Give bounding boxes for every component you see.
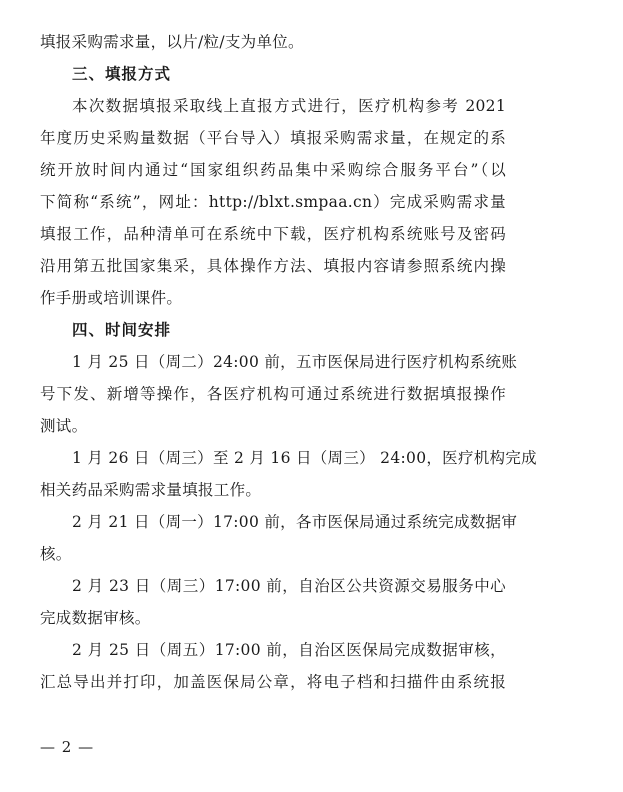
paragraph-line: 本次数据填报采取线上直报方式进行，医疗机构参考 2021 bbox=[72, 97, 506, 115]
paragraph-line: 2 月 23 日（周三）17:00 前，自治区公共资源交易服务中心 bbox=[72, 577, 506, 595]
paragraph-line: 填报采购需求量，以片/粒/支为单位。 bbox=[40, 33, 304, 51]
paragraph-line: 统开放时间内通过“国家组织药品集中采购综合服务平台”（以 bbox=[40, 161, 506, 179]
paragraph-line: 号下发、新增等操作，各医疗机构可通过系统进行数据填报操作 bbox=[40, 385, 506, 403]
paragraph-line: 1 月 25 日（周二）24:00 前，五市医保局进行医疗机构系统账 bbox=[72, 353, 518, 371]
paragraph-line: 完成数据审核。 bbox=[40, 609, 151, 627]
paragraph-line: 年度历史采购量数据（平台导入）填报采购需求量，在规定的系 bbox=[40, 129, 506, 147]
paragraph-line: 测试。 bbox=[40, 417, 88, 435]
paragraph-line: 作手册或培训课件。 bbox=[40, 289, 183, 307]
paragraph-line: 填报工作，品种清单可在系统中下载，医疗机构系统账号及密码 bbox=[40, 225, 506, 243]
paragraph-line: 下简称“系统”，网址：http://blxt.smpaa.cn）完成采购需求量 bbox=[40, 193, 506, 211]
paragraph-line: 2 月 21 日（周一）17:00 前，各市医保局通过系统完成数据审 bbox=[72, 513, 518, 531]
paragraph-line: 核。 bbox=[40, 545, 72, 563]
paragraph-line: 沿用第五批国家集采，具体操作方法、填报内容请参照系统内操 bbox=[40, 257, 506, 275]
paragraph-line: 2 月 25 日（周五）17:00 前，自治区医保局完成数据审核， bbox=[72, 641, 506, 659]
paragraph-line: 1 月 26 日（周三）至 2 月 16 日（周三） 24:00，医疗机构完成 bbox=[72, 449, 537, 467]
paragraph-line: 汇总导出并打印，加盖医保局公章，将电子档和扫描件由系统报 bbox=[40, 673, 506, 691]
paragraph-line: 相关药品采购需求量填报工作。 bbox=[40, 481, 262, 499]
page-number: — 2 — bbox=[40, 738, 95, 756]
section-heading-filing-method: 三、填报方式 bbox=[72, 65, 172, 83]
section-heading-schedule: 四、时间安排 bbox=[72, 321, 172, 339]
